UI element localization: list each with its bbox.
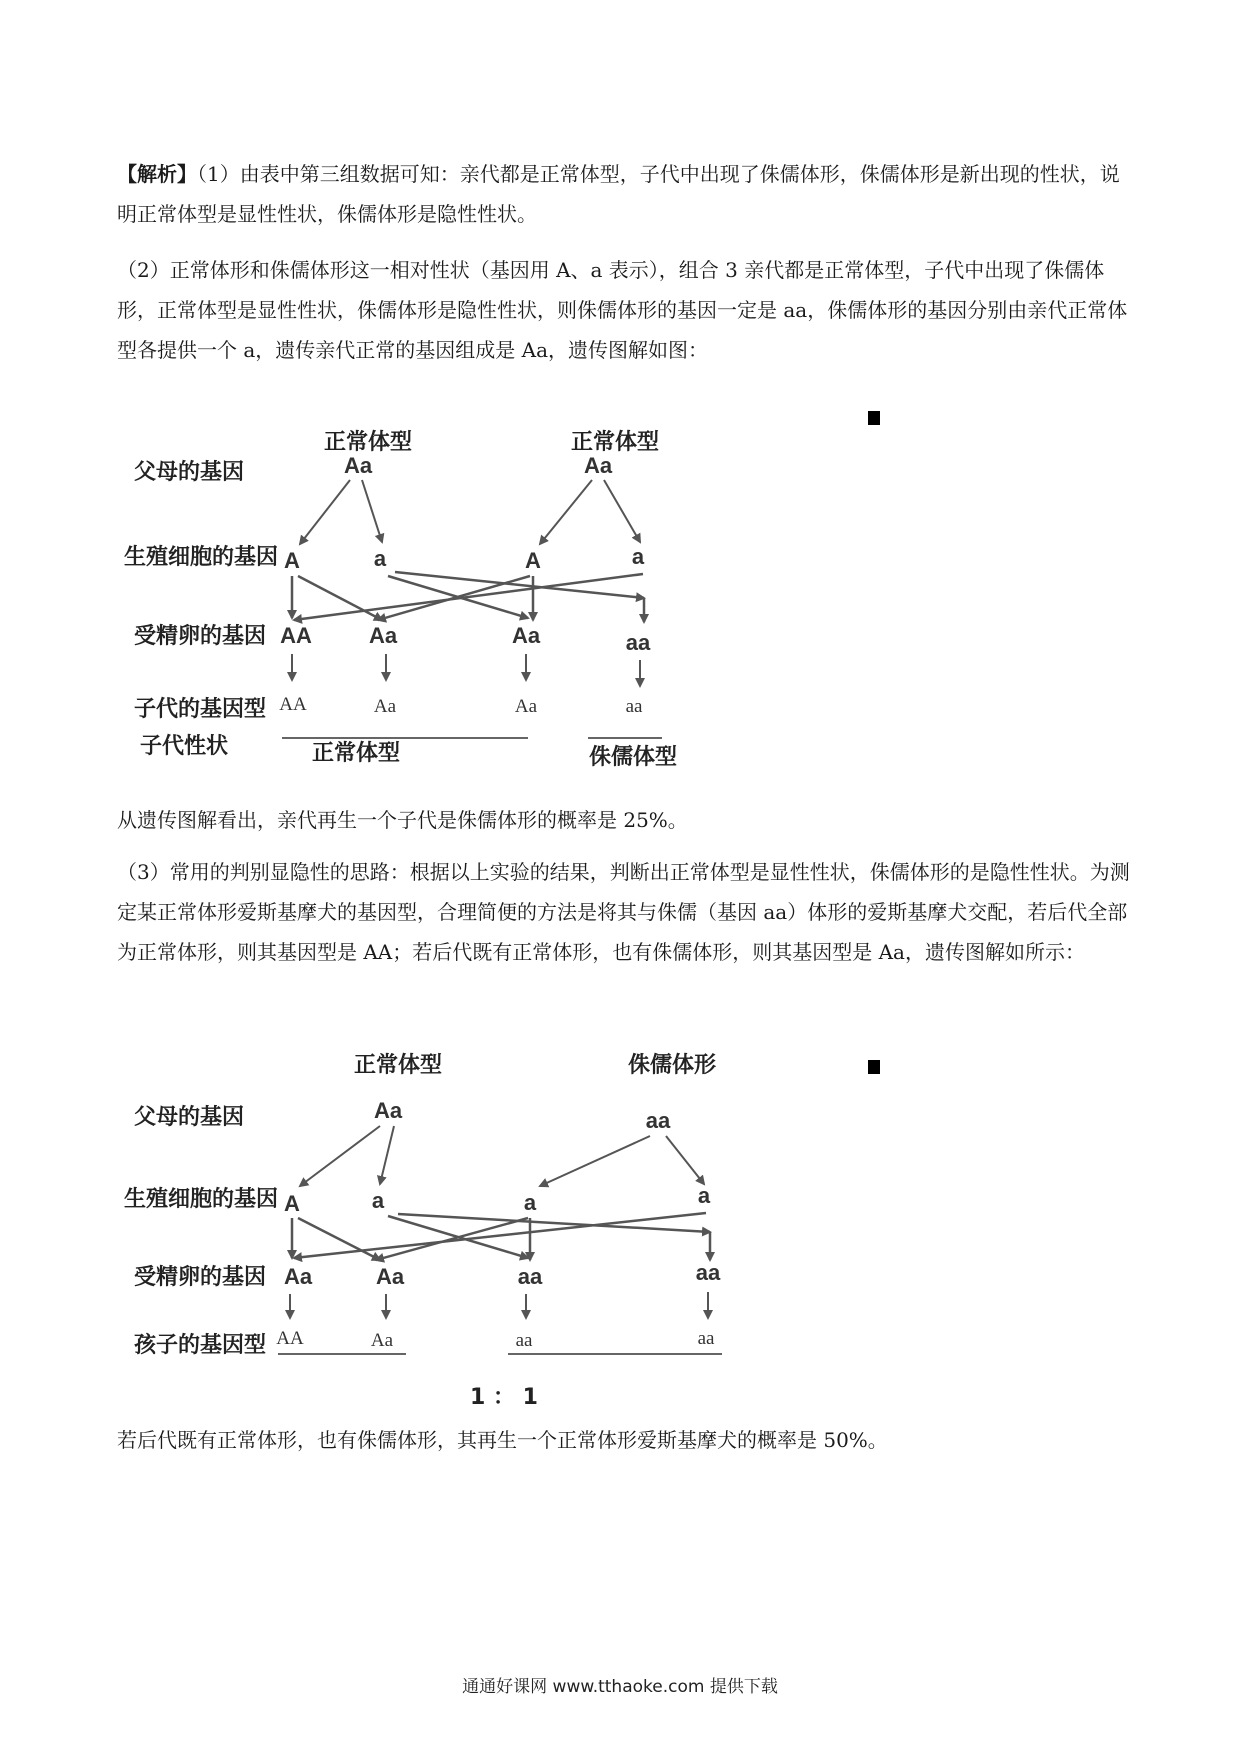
d1-zygote-1: AA bbox=[280, 623, 312, 648]
marker-square bbox=[868, 411, 880, 425]
analysis-part2: （2）正常体形和侏儒体形这一相对性状（基因用 A、a 表示），组合 3 亲代都是正常体型，子代中出现了侏儒体形，正常体型是显性性状，侏儒体形是隐性性状，则侏儒体形的基因一定是 aa，侏儒体形的基因分别由亲代正常体型各提供一个 a，遗传亲代正常的基因组成是 Aa，遗传图解如图： bbox=[117, 258, 1128, 362]
d2-offspring-3: aa bbox=[515, 1330, 533, 1351]
d1-offspring-4: aa bbox=[625, 696, 643, 717]
d1-row-label-gametes: 生殖细胞的基因 bbox=[124, 545, 279, 570]
d2-zygote-1: Aa bbox=[283, 1264, 313, 1289]
page-footer: 通通好课网 www.tthaoke.com 提供下载 bbox=[462, 1677, 778, 1697]
d2-parent-left-phenotype: 正常体型 bbox=[353, 1053, 443, 1078]
d2-zygote-3: aa bbox=[517, 1264, 543, 1289]
d2-parent-left-genotype: Aa bbox=[373, 1098, 403, 1123]
d2-gamete-4: a bbox=[697, 1183, 711, 1208]
d2-row-label-gametes: 生殖细胞的基因 bbox=[124, 1187, 279, 1212]
genetic-diagram-1-svg bbox=[110, 418, 764, 790]
analysis-after-diagram2: 若后代既有正常体形，也有侏儒体形，其再生一个正常体形爱斯基摩犬的概率是 50%。 bbox=[117, 1428, 888, 1452]
genetic-diagram-2 bbox=[110, 1048, 764, 1368]
d1-row-label-offspring-genotype: 子代的基因型 bbox=[134, 697, 267, 722]
d2-offspring-2: Aa bbox=[370, 1330, 394, 1351]
d2-gamete-3: a bbox=[523, 1190, 537, 1215]
d1-offspring-3: Aa bbox=[514, 696, 538, 717]
genetic-diagram-2-svg bbox=[110, 1048, 764, 1368]
d1-zygote-2: Aa bbox=[368, 623, 398, 648]
d1-gamete-4: a bbox=[631, 544, 645, 569]
d2-zygote-2: Aa bbox=[375, 1264, 405, 1289]
d1-row-label-zygotes: 受精卵的基因 bbox=[134, 624, 267, 649]
d1-parent-left-phenotype: 正常体型 bbox=[323, 430, 413, 455]
d2-ratio: 1 ： 1 bbox=[470, 1385, 538, 1410]
d1-row-label-offspring-trait: 子代性状 bbox=[140, 734, 229, 759]
d2-parent-right-phenotype: 侏儒体形 bbox=[627, 1053, 717, 1078]
d1-zygote-4: aa bbox=[625, 630, 651, 655]
d2-row-label-zygotes: 受精卵的基因 bbox=[134, 1265, 267, 1290]
d1-parent-right-phenotype: 正常体型 bbox=[570, 430, 660, 455]
d2-offspring-4: aa bbox=[697, 1328, 715, 1349]
d2-offspring-1: AA bbox=[276, 1328, 304, 1349]
d1-offspring-2: Aa bbox=[373, 696, 397, 717]
d2-row-label-offspring: 孩子的基因型 bbox=[134, 1333, 267, 1358]
d2-gamete-2: a bbox=[371, 1188, 385, 1213]
d2-gamete-1: A bbox=[284, 1191, 300, 1216]
d1-gamete-2: a bbox=[373, 546, 387, 571]
d1-zygote-3: Aa bbox=[511, 623, 541, 648]
d1-parent-left-genotype: Aa bbox=[343, 453, 373, 478]
analysis-after-diagram1: 从遗传图解看出，亲代再生一个子代是侏儒体形的概率是 25%。 bbox=[117, 808, 688, 832]
analysis-label: 【解析】 bbox=[117, 162, 197, 186]
d2-parent-right-genotype: aa bbox=[645, 1108, 671, 1133]
analysis-part1-text: （1）由表中第三组数据可知：亲代都是正常体型，子代中出现了侏儒体形，侏儒体形是新出现的性状，说明正常体型是显性性状，侏儒体形是隐性性状。 bbox=[117, 162, 1120, 226]
analysis-part3: （3）常用的判别显隐性的思路：根据以上实验的结果，判断出正常体型是显性性状，侏儒体形的是隐性性状。为测定某正常体形爱斯基摩犬的基因型，合理简便的方法是将其与侏儒（基因 aa）体形的爱斯基摩犬交配，若后代全部为正常体形，则其基因型是 AA；若后代既有正常体形，也有侏儒体形，则其基因型是 Aa，遗传图解如所示： bbox=[117, 860, 1130, 964]
d2-zygote-4: aa bbox=[695, 1260, 721, 1285]
d1-parent-right-genotype: Aa bbox=[583, 453, 613, 478]
d1-trait-normal: 正常体型 bbox=[311, 741, 401, 766]
d1-trait-dwarf: 侏儒体型 bbox=[588, 745, 678, 770]
marker-square-2 bbox=[868, 1060, 880, 1074]
d1-row-label-parents: 父母的基因 bbox=[134, 460, 245, 485]
d2-row-label-parents: 父母的基因 bbox=[134, 1105, 245, 1130]
analysis-part1 bbox=[117, 154, 1133, 234]
d1-offspring-1: AA bbox=[279, 694, 307, 715]
d1-gamete-1: A bbox=[284, 548, 300, 573]
d1-gamete-3: A bbox=[525, 548, 541, 573]
genetic-diagram-1 bbox=[110, 418, 764, 790]
